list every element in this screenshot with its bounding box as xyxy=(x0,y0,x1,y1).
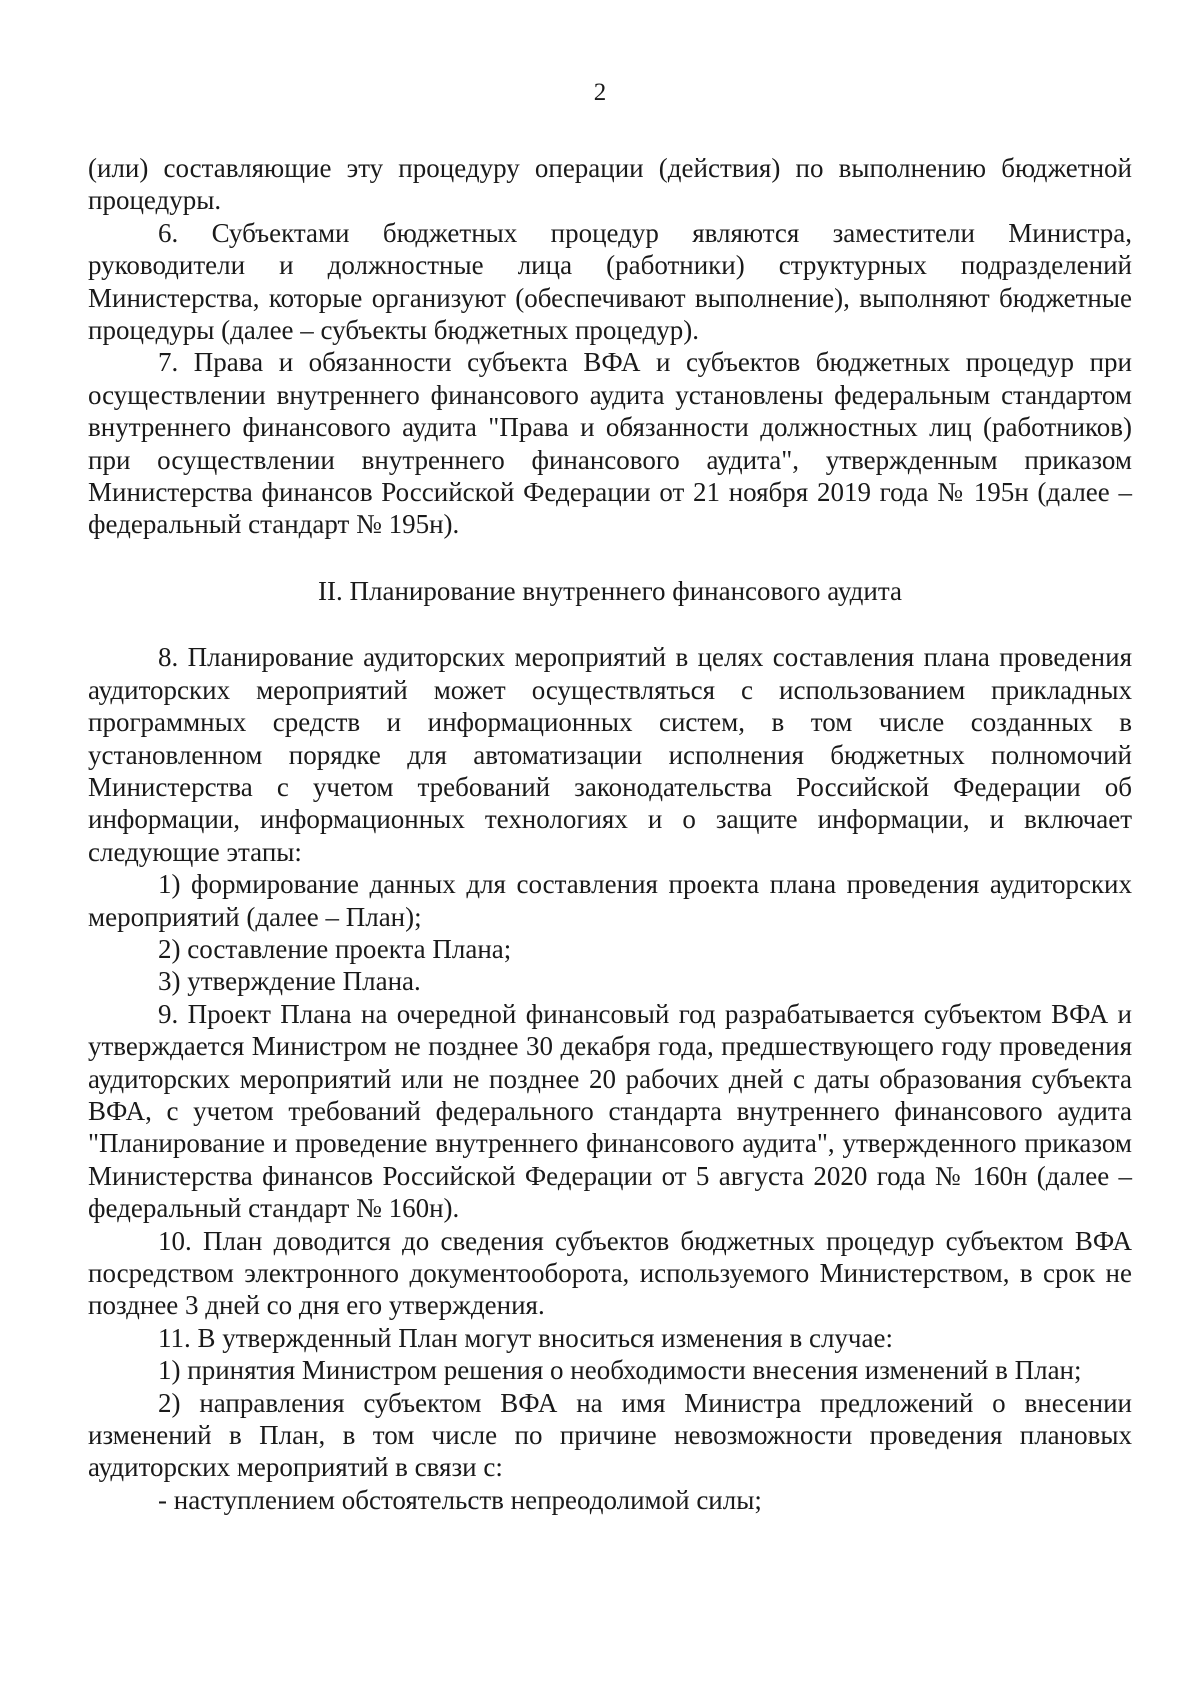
paragraph-11-item-1: 1) принятия Министром решения о необходимости внесения изменений в План; xyxy=(158,1355,1082,1386)
document-body xyxy=(88,152,1132,1516)
paragraph-8-item-2: 2) составление проекта Плана; xyxy=(158,933,512,964)
paragraph-8-item-3: 3) утверждение Плана. xyxy=(158,966,421,997)
section-heading: II. Планирование внутреннего финансового аудита xyxy=(318,575,902,606)
paragraph-9: 9. Проект Плана на очередной финансовый год разрабатывается субъектом ВФА и утверждается Министром не позднее 30 декабря года, предшествующего году проведения аудиторских мероприятий или не позднее 20 рабочих дней с даты образования субъекта ВФА, с учетом требований федерального стандарта внутреннего финансового аудита "Планирование и проведение внутреннего финансового аудита", утвержденного приказом Министерства финансов Российской Федерации от 5 августа 2020 года № 160н (далее – федеральный стандарт № 160н). xyxy=(88,998,1132,1224)
paragraph-11-item-2-bullet: - наступлением обстоятельств непреодолимой силы; xyxy=(158,1484,762,1515)
paragraph-6: 6. Субъектами бюджетных процедур являются заместители Министра, руководители и должностные лица (работники) структурных подразделений Министерства, которые организуют (обеспечивают выполнение), выполняют бюджетные процедуры (далее – субъекты бюджетных процедур). xyxy=(88,217,1132,346)
page-number: 2 xyxy=(593,79,607,106)
paragraph-11-item-2: 2) направления субъектом ВФА на имя Министра предложений о внесении изменений в План, в том числе по причине невозможности проведения плановых аудиторских мероприятий в связи с: xyxy=(88,1387,1132,1483)
paragraph-8-item-1: 1) формирование данных для составления проекта плана проведения аудиторских мероприятий (далее – План); xyxy=(88,869,1132,932)
paragraph-7: 7. Права и обязанности субъекта ВФА и субъектов бюджетных процедур при осуществлении внутреннего финансового аудита установлены федеральным стандартом внутреннего финансового аудита "Права и обязанности должностных лиц (работников) при осуществлении внутреннего финансового аудита", утвержденным приказом Министерства финансов Российской Федерации от 21 ноября 2019 года № 195н (далее – федеральный стандарт № 195н). xyxy=(88,347,1132,540)
paragraph-11: 11. В утвержденный План могут вноситься изменения в случае: xyxy=(158,1322,893,1353)
paragraph-continuation: (или) составляющие эту процедуру операции (действия) по выполнению бюджетной процедуры. xyxy=(88,153,1132,216)
paragraph-8: 8. Планирование аудиторских мероприятий в целях составления плана проведения аудиторских мероприятий может осуществляться с использованием прикладных программных средств и информационных систем, в том числе созданных в установленном порядке для автоматизации исполнения бюджетных полномочий Министерства с учетом требований законодательства Российской Федерации об информации, информационных технологиях и о защите информации, и включает следующие этапы: xyxy=(88,642,1132,867)
paragraph-10: 10. План доводится до сведения субъектов бюджетных процедур субъектом ВФА посредством электронного документооборота, используемого Министерством, в срок не позднее 3 дней со дня его утверждения. xyxy=(88,1225,1132,1321)
